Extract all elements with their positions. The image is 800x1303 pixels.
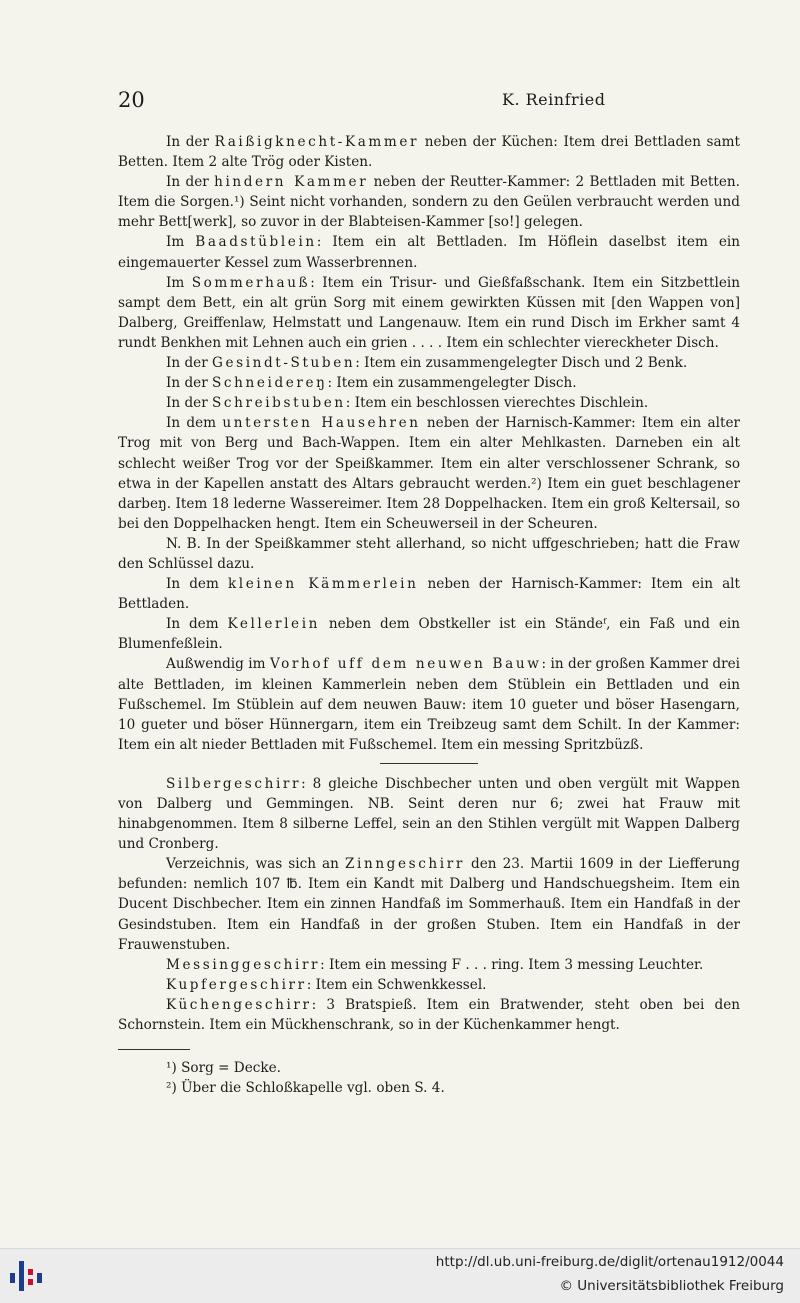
spaced-heading: Baadstüblein xyxy=(195,234,317,251)
paragraph-rest: : 3 Bratspieß. Item ein Bratwender, steht oben bei den Schornstein. Item ein Mückhenschrank, so in der Küchenkammer hengt. xyxy=(118,996,740,1034)
university-library-logo-icon xyxy=(8,1257,54,1295)
page-header xyxy=(118,88,740,116)
paragraph xyxy=(118,574,740,614)
paragraph-rest: : Item ein alt Bettladen. Im Höflein daselbst item ein eingemauerter Kessel zum Wasserbrennen. xyxy=(118,234,740,271)
paragraph-rest: : Item ein Schwenkkessel. xyxy=(306,976,487,993)
spaced-heading: hindern Kammer xyxy=(214,174,369,191)
paragraph-rest: neben dem Obstkeller ist ein Ständeᶠ, ein Faß und ein Blumenfeßlein. xyxy=(118,616,740,653)
paragraph-rest: : Item ein messing F . . . ring. Item 3 messing Leuchter. xyxy=(320,956,704,973)
spaced-heading: Schneidereŋ xyxy=(212,375,328,392)
spaced-heading: Kellerlein xyxy=(227,616,321,633)
spaced-heading: Raißigknecht-Kammer xyxy=(214,134,420,150)
paragraph-rest: : Item ein Trisur- und Gießfaßschank. Item ein Sitzbettlein sampt dem Bett, ein alt grün Sorg mit einem gewirkten Küssen mit [den Wappen von] Dalberg, Greiffenlaw, Helmstatt und Langenauw. Item ein rund Disch im Erkher samt 4 rundt Benkhen mit Lehnen auch ein grien . . . . Item ein schlechter viereckheter Disch. xyxy=(118,274,740,351)
inventory-tableware-section xyxy=(118,774,740,1035)
paragraph xyxy=(118,614,740,654)
paragraph-lead: In der xyxy=(166,134,215,150)
paragraph xyxy=(118,975,740,995)
paragraph-rest: : Item ein zusammengelegter Disch. xyxy=(327,375,577,392)
paragraph xyxy=(118,774,740,854)
copyright-notice: © Universitätsbibliothek Freiburg xyxy=(559,1278,784,1294)
permalink-url[interactable]: http://dl.ub.uni-freiburg.de/diglit/ortenau1912/0044 xyxy=(435,1254,784,1270)
section-divider xyxy=(380,763,478,764)
paragraph-lead: Verzeichnis, was sich an xyxy=(166,856,345,873)
spaced-heading: Messinggeschirr xyxy=(166,956,321,973)
paragraph-rest: : 8 gleiche Dischbecher unten und oben vergült mit Wappen von Dalberg und Gemmingen. NB. Seint deren nur 6; zwei hat Frauw mit hinabgenommen. Item 8 silberne Leffel, sein an den Stihlen vergült mit Wappen Dalberg und Cronberg. xyxy=(118,775,740,853)
inventory-rooms-section xyxy=(118,132,740,755)
viewer-footer-bar xyxy=(0,1248,800,1303)
paragraph-rest: : in der großen Kammer drei alte Bettladen, im kleinen Kammerlein neben dem Stüblein ein Bettladen und ein Fußschemel. Im Stüblein auf dem neuwen Bauw: item 10 gueter und böser Hasengarn, 10 gueter und böser Hünnergarn, item ein Treibzeug samt dem Schilt. In der Kammer: Item ein alt nieder Bettladen mit Fußschemel. Item ein messing Spritzbüzß. xyxy=(118,656,740,753)
footnote: ²) Über die Schloßkapelle vgl. oben S. 4. xyxy=(166,1080,445,1097)
paragraph-lead: In dem xyxy=(166,576,228,593)
paragraph-rest: neben der Reutter-Kammer: 2 Bettladen mit Betten. Item die Sorgen.¹) Seint nicht vorhanden, sondern zu den Geülen verbraucht werden und mehr Bett[werk], so zuvor in der Blabteisen-Kammer [so!] gelegen. xyxy=(118,174,740,231)
paragraph-lead: In dem xyxy=(166,616,228,633)
spaced-heading: kleinen Kämmerlein xyxy=(227,576,419,593)
paragraph-rest: : Item ein zusammengelegter Disch und 2 Benk. xyxy=(355,355,688,372)
paragraph-lead: N. B. In der Speißkammer steht allerhand, so nicht uffgeschrieben; hatt die Fraw den Schlüssel dazu. xyxy=(118,535,740,572)
body-text xyxy=(118,132,740,1098)
paragraph-lead: In dem xyxy=(166,415,223,432)
paragraph-rest: den 23. Martii 1609 in der Liefferung befunden: nemlich 107 ℔. Item ein Kandt mit Dalberg und Handschuegsheim. Item ein Ducent Dischbecher. Item ein zinnen Handfaß im Sommerhauß. Item ein Handfaß in der Gesindstuben. Item ein Handfaß in der großen Stuben. Item ein Handfaß in der Frauwenstuben. xyxy=(118,856,740,953)
paragraph-rest: neben der Harnisch-Kammer: Item ein alt Bettladen. xyxy=(118,576,740,613)
paragraph-rest: neben der Harnisch-Kammer: Item ein alter Trog mit von Berg und Bach-Wappen. Item ein alter Mehlkasten. Darneben ein alt schlecht weißer Trog vor der Speißkammer. Item ein alter verschlossener Schrank, so etwa in der Kapellen anstatt des Altars gebraucht werden.²) Item ein guet beschlagener darbeŋ. Item 18 lederne Wassereimer. Item 28 Doppelhacken. Item ein groß Keltersail, so bei den Doppelhacken hengt. Item ein Scheuwerseil in der Scheuren. xyxy=(118,415,741,532)
page-number: 20 xyxy=(118,88,145,112)
spaced-heading: Silbergeschirr xyxy=(166,775,302,792)
paragraph-lead: Im xyxy=(166,234,196,251)
spaced-heading: Sommerhauß xyxy=(191,274,311,291)
paragraph xyxy=(118,273,740,353)
spaced-heading: Küchengeschirr xyxy=(166,996,312,1013)
spaced-heading: Kupfergeschirr xyxy=(166,976,307,993)
spaced-heading: Vorhof uff dem neuwen Bauw xyxy=(269,656,542,673)
paragraph xyxy=(118,413,740,534)
footnote: ¹) Sorg = Decke. xyxy=(166,1060,281,1077)
running-head: K. Reinfried xyxy=(502,90,606,109)
paragraph-lead: In der xyxy=(166,174,215,191)
spaced-heading: Schreibstuben xyxy=(212,395,346,412)
paragraph xyxy=(118,132,740,172)
paragraph-lead: In der xyxy=(166,355,213,372)
paragraph xyxy=(118,172,740,232)
paragraph-lead: Außwendig im xyxy=(166,656,270,673)
paragraph-lead: Im xyxy=(166,274,192,291)
paragraph xyxy=(118,353,740,373)
paragraph xyxy=(118,854,740,954)
paragraph xyxy=(118,955,740,975)
spaced-heading: untersten Hausehren xyxy=(222,415,421,432)
footnote-divider xyxy=(118,1049,190,1050)
spaced-heading: Zinngeschirr xyxy=(344,856,465,873)
paragraph xyxy=(118,654,740,754)
paragraph-lead: In der xyxy=(166,395,213,412)
paragraph-rest: : Item ein beschlossen vierechtes Dischlein. xyxy=(345,395,649,412)
paragraph xyxy=(118,995,740,1035)
paragraph-rest: neben der Küchen: Item drei Bettladen samt Betten. Item 2 alte Trög oder Kisten. xyxy=(118,134,740,171)
paragraph xyxy=(118,534,740,574)
paragraph xyxy=(118,393,740,413)
paragraph xyxy=(118,373,740,393)
spaced-heading: Gesindt-Stuben xyxy=(212,355,356,372)
paragraph-lead: In der xyxy=(166,375,213,392)
paragraph xyxy=(118,232,740,272)
